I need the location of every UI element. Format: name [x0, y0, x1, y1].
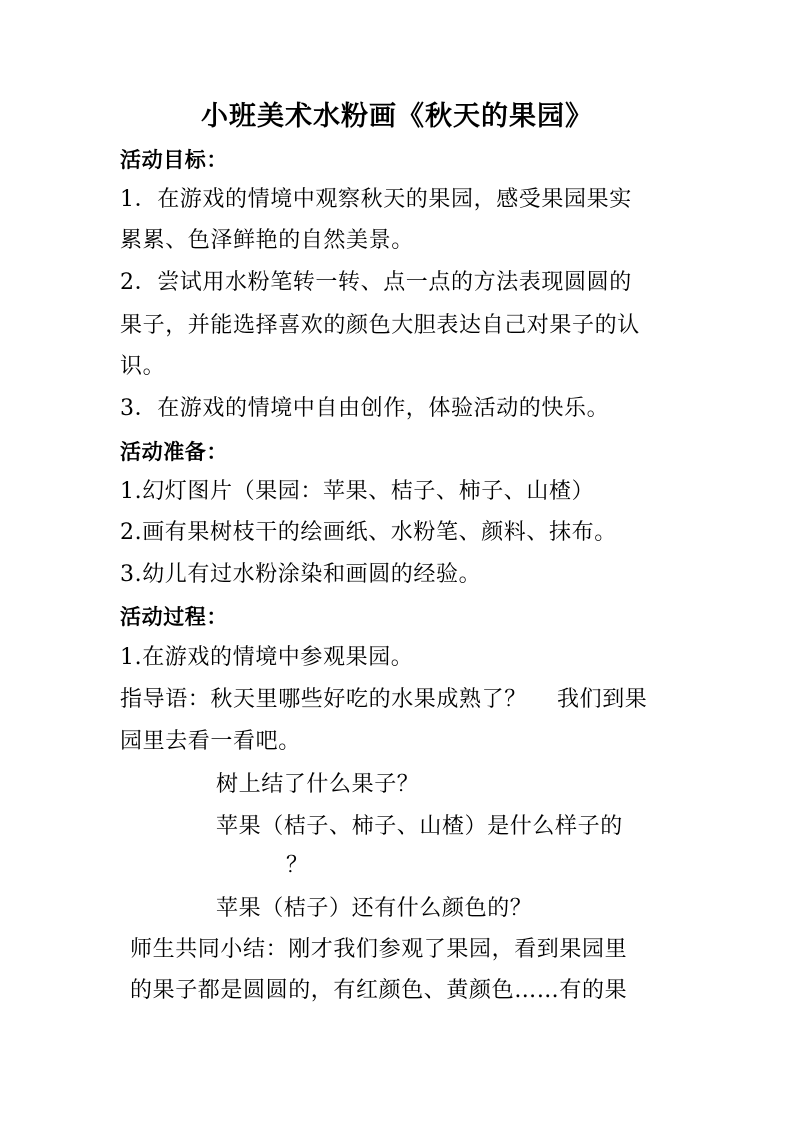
- question-line: ？: [286, 853, 309, 878]
- paragraph-line: 1.幻灯图片（果园：苹果、桔子、柿子、山楂）: [120, 479, 595, 504]
- paragraph-line: 1.在游戏的情境中参观果园。: [120, 645, 414, 670]
- question-line: 苹果（桔子、柿子、山楂）是什么样子的: [216, 814, 623, 839]
- paragraph-line: 2.画有果树枝干的绘画纸、水粉笔、颜料、抹布。: [120, 520, 617, 545]
- question-line: 树上结了什么果子？: [216, 772, 420, 797]
- paragraph-line: 累累、色泽鲜艳的自然美景。: [120, 228, 414, 253]
- paragraph-line: 识。: [120, 354, 166, 379]
- document-title: 小班美术水粉画《秋天的果园》: [201, 101, 593, 132]
- section-heading-process: 活动过程：: [120, 605, 228, 629]
- section-heading-preparation: 活动准备：: [120, 440, 228, 464]
- paragraph-line: 1．在游戏的情境中观察秋天的果园，感受果园果实: [120, 187, 632, 212]
- paragraph-line: 3．在游戏的情境中自由创作，体验活动的快乐。: [120, 396, 610, 421]
- paragraph-line: 师生共同小结：刚才我们参观了果园，看到果园里: [130, 937, 628, 962]
- paragraph-line: 3.幼儿有过水粉涂染和画圆的经验。: [120, 562, 482, 587]
- paragraph-line: 2．尝试用水粉笔转一转、点一点的方法表现圆圆的: [120, 270, 632, 295]
- section-heading-goals: 活动目标：: [120, 148, 228, 172]
- paragraph-line: 果子，并能选择喜欢的颜色大胆表达自己对果子的认: [120, 313, 640, 338]
- paragraph-line: 指导语：秋天里哪些好吃的水果成熟了？ 我们到果: [120, 687, 648, 712]
- question-line: 苹果（桔子）还有什么颜色的？: [216, 896, 533, 921]
- paragraph-line: 园里去看一看吧。: [120, 729, 301, 754]
- paragraph-line: 的果子都是圆圆的，有红颜色、黄颜色……有的果: [130, 978, 628, 1003]
